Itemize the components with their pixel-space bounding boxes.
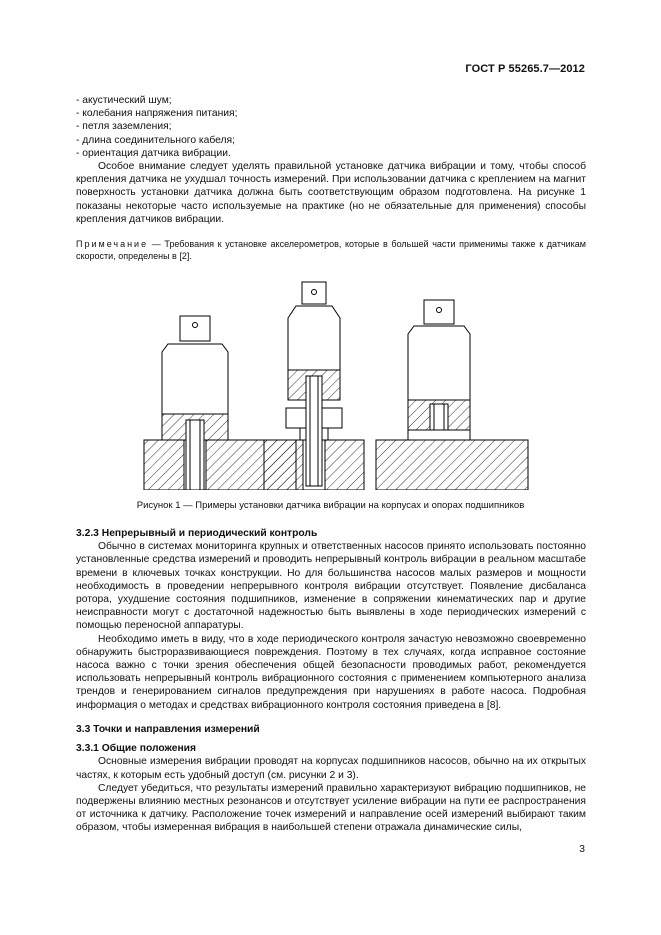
list-item: - акустический шум;	[76, 95, 172, 106]
paragraph-mounting: Особое внимание следует уделять правильной установке датчика вибрации и тому, чтобы способ крепления датчика не ухудшал точность измерений. При использовании датчика с креплением на магнит поверхность установки датчика должна быть соответствующим образом подготовлена. На рисунке 1 показаны некоторые часто используемые на практике (но не обязательные для применения) способы крепления датчиков вибрации.	[76, 161, 586, 225]
document-code: ГОСТ Р 55265.7—2012	[465, 63, 585, 75]
note-label: Примечание	[76, 239, 149, 250]
paragraph: Необходимо иметь в виду, что в ходе периодического контроля зачастую невозможно своевременно обнаружить быстроразвивающиеся повреждения. Поэтому в тех случаях, когда исправное состояние насоса важно с точки зрения обеспечения общей безопасности проводимых работ, рекомендуется использовать непрерывный контроль вибрационного состояния с применением компьютерного анализа трендов и генерированием сигналов предупреждения при нарушениях в работе насоса. Подробная информация о методах и средствах вибрационного контроля состояния приведена в [8].	[76, 633, 586, 711]
list-item: - колебания напряжения питания;	[76, 108, 238, 120]
list-item: - петля заземления;	[76, 121, 172, 133]
paragraph: Обычно в системах мониторинга крупных и ответственных насосов принято использовать постоянно установленные средства измерений и проводить непрерывный контроль вибрации в реальном масштабе времени в ключевых точках конструкции. Но для большинства насосов малых размеров и мощности необходимость в проведении непрерывного контроля вибрации отсутствует. Появление дисбаланса ротора, ухудшение состояния подшипников, изменение в сопряжении кинематических пар и другие неисправности могут с достаточной надежностью быть выявлены в ходе периодических измерений с помощью переносной аппаратуры.	[76, 541, 586, 632]
sensor-stud-nut-mount	[264, 282, 364, 490]
paragraph: Следует убедиться, что результаты измерений правильно характеризуют вибрацию подшипников, не подвержены влиянию местных резонансов и отсутствует усиление вибрации на пути ее распространения от источника к датчику. Расположение точек измерений и направление осей измерений выбирают таким образом, чтобы измеренная вибрация в наибольшей степени отражала динамические силы,	[76, 782, 586, 834]
heading-3-3: 3.3 Точки и направления измерений	[76, 724, 260, 735]
paragraph: Основные измерения вибрации проводят на корпусах подшипников насосов, обычно на их открытых частях, к которым есть удобный доступ (см. рисунки 2 и 3).	[76, 756, 586, 781]
list-item: - длина соединительного кабеля;	[76, 134, 235, 146]
interference-list	[76, 94, 238, 160]
list-item: - ориентация датчика вибрации.	[76, 147, 231, 159]
figure-caption: Рисунок 1 — Примеры установки датчика вибрации на корпусах и опорах подшипников	[136, 500, 525, 511]
sensor-pad-mount	[376, 300, 528, 490]
page-number: 3	[579, 844, 585, 855]
note-text: — Требования к установке акселерометров, которые в большей части применимы также к датчикам скорости, определены в [2].	[76, 239, 586, 262]
sensor-mounting-figure	[140, 270, 530, 490]
heading-3-2-3: 3.2.3 Непрерывный и периодический контроль	[76, 528, 318, 539]
mounting-section	[76, 160, 586, 262]
heading-3-3-1: 3.3.1 Общие положения	[76, 743, 196, 755]
note	[76, 238, 586, 262]
section-3-2-3	[76, 527, 586, 712]
section-3-3	[76, 723, 586, 835]
